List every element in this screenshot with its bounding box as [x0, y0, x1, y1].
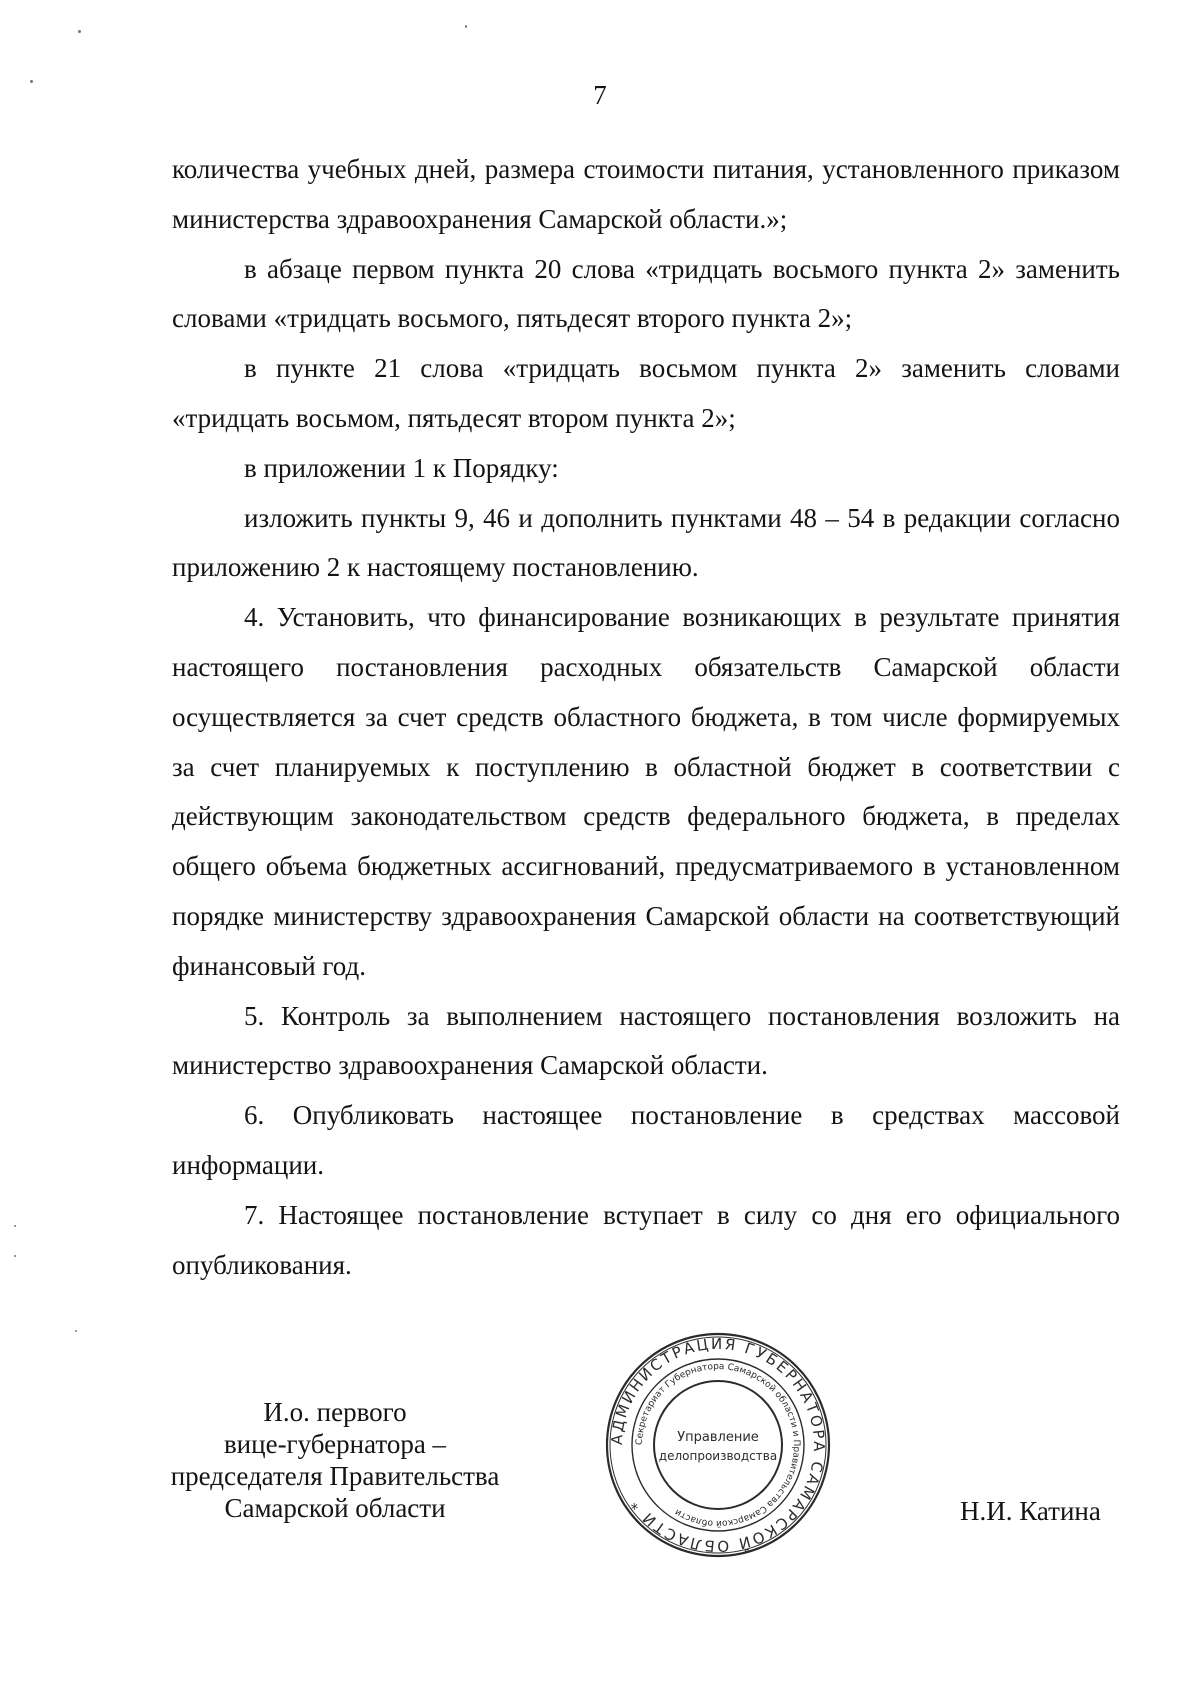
page-number: 7 [593, 80, 607, 110]
signer-name: Н.И. Катина [960, 1496, 1101, 1526]
paragraph: 6. Опубликовать настоящее постановление в средствах массовой информации. [172, 1100, 1120, 1180]
official-stamp [603, 1330, 833, 1560]
scan-speck [14, 1255, 16, 1257]
stamp-center-line: Управление [677, 1430, 759, 1445]
stamp-outer-text: АДМИНИСТРАЦИЯ ГУБЕРНАТОРА САМАРСКОЙ ОБЛАСТИ * [607, 1334, 829, 1556]
signer-title-line: председателя Правительства [170, 1461, 500, 1491]
paragraph: в приложении 1 к Порядку: [244, 452, 559, 483]
scan-speck [75, 1330, 77, 1332]
scan-speck [30, 80, 33, 83]
stamp-middle-text: Секретариат Губернатора Самарской области и Правительства Самарской области [634, 1361, 802, 1529]
paragraph: в пункте 21 слова «тридцать восьмом пункта 2» заменить словами «тридцать восьмом, пятьдесят втором пункта 2»; [172, 353, 1120, 433]
paragraph: 5. Контроль за выполнением настоящего постановления возложить на министерство здравоохранения Самарской области. [172, 1000, 1120, 1081]
signer-title [150, 1396, 520, 1524]
scan-speck [465, 25, 467, 28]
paragraph: изложить пункты 9, 46 и дополнить пунктами 48 – 54 в редакции согласно приложению 2 к настоящему постановлению. [172, 502, 1120, 583]
document-body [172, 145, 1120, 1290]
paragraph: в абзаце первом пункта 20 слова «тридцать восьмого пункта 2» заменить словами «тридцать восьмого, пятьдесят второго пункта 2»; [172, 253, 1120, 334]
stamp-center-line: делопроизводства [658, 1449, 778, 1463]
paragraph: количества учебных дней, размера стоимости питания, установленного приказом министерства здравоохранения Самарской области.»; [172, 154, 1120, 234]
paragraph: 4. Установить, что финансирование возникающих в результате принятия настоящего постановления расходных обязательств Самарской области осуществляется за счет средств областного бюджета, в том числе формируемых за счет планируемых к поступлению в областной бюджет в соответствии с действующим законодательством средств федерального бюджета, в пределах общего объема бюджетных ассигнований, предусматриваемого в установленном порядке министерству здравоохранения Самарской области на соответствующий финансовый год. [172, 602, 1120, 981]
paragraph: 7. Настоящее постановление вступает в силу со дня его официального опубликования. [172, 1199, 1120, 1280]
scan-speck [14, 1225, 16, 1227]
scan-speck [78, 30, 81, 33]
signer-title-line: Самарской области [224, 1493, 446, 1523]
signer-title-line: вице-губернатора – [223, 1429, 447, 1459]
signer-title-line: И.о. первого [263, 1397, 407, 1427]
